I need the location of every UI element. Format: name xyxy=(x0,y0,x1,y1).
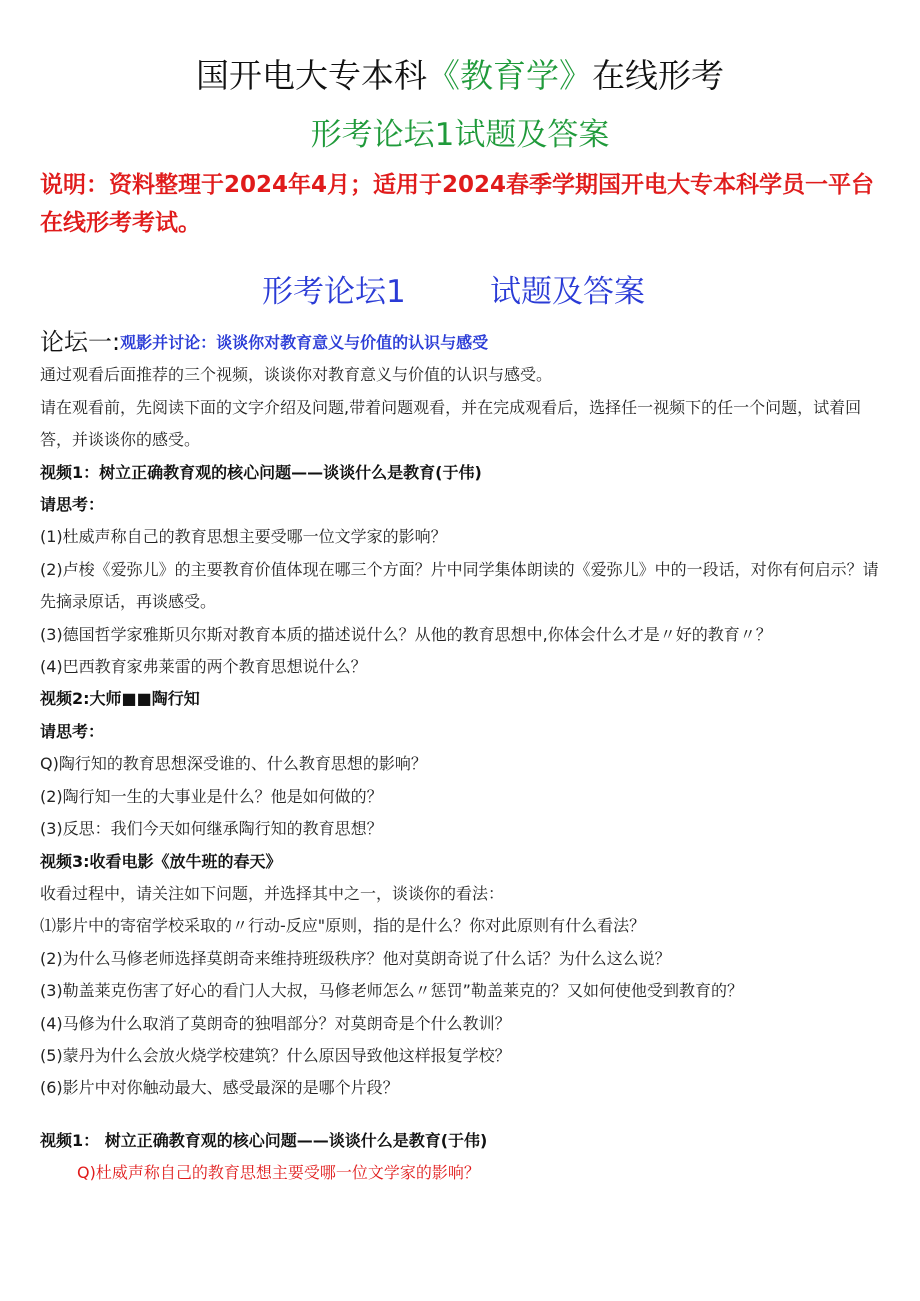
section-title xyxy=(0,268,920,316)
document-subtitle: 形考论坛1试题及答案 xyxy=(310,117,610,153)
video3-heading: 视频3:收看电影《放牛班的春天》 xyxy=(40,851,282,871)
video2-question: Q)陶行知的教育思想深受谁的、什么教育思想的影响？ xyxy=(40,754,427,774)
notice-text: 说明：资料整理于2024年4月；适用于2024春季学期国开电大专本科学员一平台在线形考考试。 xyxy=(40,172,875,236)
forum-label: 论坛一: xyxy=(40,328,121,356)
section-spacer xyxy=(40,1105,885,1125)
title-suffix: 在线形考 xyxy=(592,56,724,95)
video1-question: (4)巴西教育家弗莱雷的两个教育思想说什么？ xyxy=(40,657,367,677)
video3-question: ⑴影片中的寄宿学校采取的〃行动-反应"原则，指的是什么？你对此原则有什么看法？ xyxy=(40,916,646,936)
video1-think-label: 请思考： xyxy=(40,495,105,515)
document-title xyxy=(0,52,920,100)
video3-question: (2)为什么马修老师选择莫朗奇来维持班级秩序？他对莫朗奇说了什么话？为什么这么说？ xyxy=(40,948,671,968)
forum-heading xyxy=(40,326,885,359)
title-book: 《教育学》 xyxy=(427,56,592,95)
video1-question: (1)杜威声称自己的教育思想主要受哪一位文学家的影响？ xyxy=(40,527,447,547)
video2-question: (3)反思：我们今天如何继承陶行知的教育思想？ xyxy=(40,819,383,839)
document-body xyxy=(40,326,885,1189)
forum-intro-2: 请在观看前，先阅读下面的文字介绍及问题,带着问题观看，并在完成观看后，选择任一视频下的任一个问题，试着回答，并谈谈你的感受。 xyxy=(40,397,862,450)
video3-question: (3)勒盖莱克伤害了好心的看门人大叔，马修老师怎么〃惩罚”勒盖莱克的？又如何使他受到教育的？ xyxy=(40,981,743,1001)
section-title-part1: 形考论坛1 xyxy=(262,274,406,310)
video3-question: (6)影片中对你触动最大、感受最深的是哪个片段？ xyxy=(40,1078,399,1098)
video2-question: (2)陶行知一生的大事业是什么？他是如何做的？ xyxy=(40,786,383,806)
video3-question: (4)马修为什么取消了莫朗奇的独唱部分？对莫朗奇是个什么教训？ xyxy=(40,1013,511,1033)
section-title-part2: 试题及答案 xyxy=(490,274,645,310)
answer-question: Q)杜威声称自己的教育思想主要受哪一位文学家的影响？ xyxy=(77,1163,480,1183)
title-prefix: 国开电大专本科 xyxy=(196,56,427,95)
forum-intro-1: 通过观看后面推荐的三个视频，谈谈你对教育意义与价值的认识与感受。 xyxy=(40,365,553,385)
video3-question: (5)蒙丹为什么会放火烧学校建筑？什么原因导致他这样报复学校？ xyxy=(40,1045,511,1065)
video2-think-label: 请思考： xyxy=(40,721,105,741)
video2-heading: 视频2:大师■■陶行知 xyxy=(40,689,200,709)
video1-question: (2)卢梭《爱弥儿》的主要教育价值体现在哪三个方面？片中同学集体朗读的《爱弥儿》中的一段话，对你有何启示？请先摘录原话，再谈感受。 xyxy=(40,559,879,612)
answer-heading: 视频1： 树立正确教育观的核心问题——谈谈什么是教育(于伟) xyxy=(40,1130,488,1150)
video1-question: (3)德国哲学家雅斯贝尔斯对教育本质的描述说什么？从他的教育思想中,你体会什么才是〃好的教育〃？ xyxy=(40,624,772,644)
video1-heading: 视频1：树立正确教育观的核心问题——谈谈什么是教育(于伟) xyxy=(40,462,482,482)
video3-intro: 收看过程中，请关注如下问题，并选择其中之一，谈谈你的看法： xyxy=(40,883,505,903)
forum-topic: 观影并讨论：谈谈你对教育意义与价值的认识与感受 xyxy=(120,333,489,352)
